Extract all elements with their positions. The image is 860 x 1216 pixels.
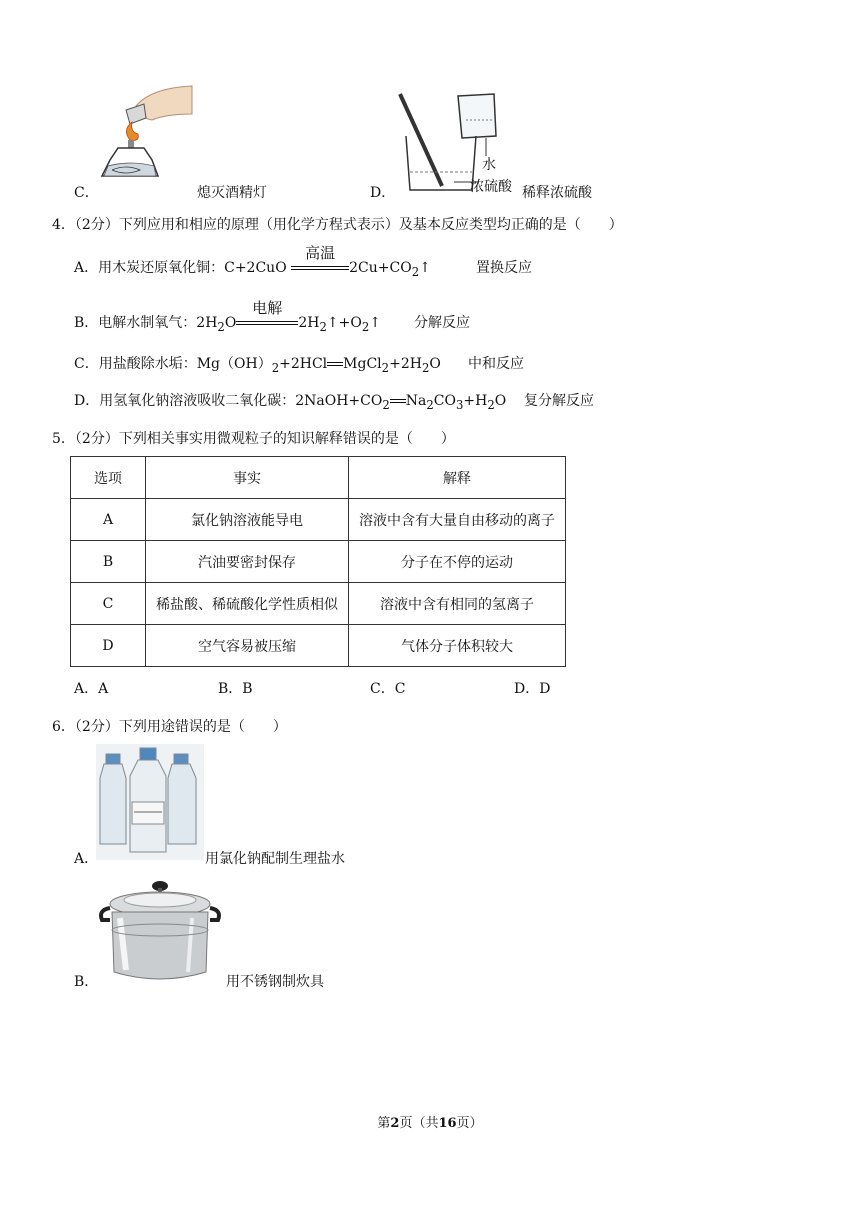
q4-d-sub4: 2 <box>487 397 495 412</box>
q3-option-d-caption: 稀释浓硫酸 <box>522 185 592 201</box>
table-cell: 分子在不停的运动 <box>349 541 566 583</box>
table-cell: C <box>71 583 146 625</box>
steamer-pot-image <box>96 878 226 988</box>
q5-option-b[interactable]: B．B <box>218 681 253 697</box>
q4-c-equals-sign <box>327 362 343 366</box>
q6-option-a-caption[interactable]: 用氯化钠配制生理盐水 <box>205 851 345 867</box>
table-cell: 气体分子体积较大 <box>349 625 566 667</box>
footer-post: 页） <box>456 1116 483 1131</box>
q3-option-c-label: C． <box>74 185 99 201</box>
q4-d-sub3: 3 <box>456 397 464 412</box>
table-header-cell: 解释 <box>349 457 566 499</box>
page-number <box>0 1112 860 1131</box>
q4-d-text4: CO <box>433 393 456 409</box>
q4-b-mid: ↑+O <box>326 315 362 331</box>
table-cell: 溶液中含有相同的氢离子 <box>349 583 566 625</box>
q4-d-sub1: 2 <box>382 397 390 412</box>
q4-option-c[interactable] <box>74 353 441 375</box>
q6-stem: 6．（2分）下列用途错误的是（ ） <box>52 719 287 735</box>
q4-c-text3: MgCl <box>343 356 382 372</box>
footer-page: 2 <box>390 1116 400 1131</box>
q4-b-product: 2H <box>298 315 320 331</box>
q4-option-d[interactable] <box>74 390 506 412</box>
q4-option-a[interactable] <box>74 244 431 279</box>
q4-option-b[interactable] <box>74 299 381 334</box>
q5-table <box>70 456 566 667</box>
q4-b-sub1: 2 <box>217 319 225 334</box>
q4-d-text6: O <box>494 393 507 409</box>
q6-option-a-label: A． <box>74 851 99 867</box>
q4-b-prefix: B．电解水制氧气：2H <box>74 315 218 331</box>
table-row <box>71 541 566 583</box>
q4-d-text3: Na <box>405 393 427 409</box>
q4-b-condition: 电解 <box>252 299 283 317</box>
q4-d-type: 复分解反应 <box>524 393 594 409</box>
table-cell: A <box>71 499 146 541</box>
q4-a-sub: 2 <box>411 264 420 279</box>
q4-c-sub1: 2 <box>271 360 280 375</box>
table-cell: D <box>71 625 146 667</box>
q4-a-type: 置换反应 <box>476 260 532 276</box>
q5-stem: 5．（2分）下列相关事实用微观粒子的知识解释错误的是（ ） <box>52 431 455 447</box>
q5-option-a[interactable]: A．A <box>74 681 109 697</box>
q4-d-text1: D．用氢氧化钠溶液吸收二氧化碳：2NaOH+CO <box>74 393 383 409</box>
table-cell: 空气容易被压缩 <box>146 625 349 667</box>
table-cell: 溶液中含有大量自由移动的离子 <box>349 499 566 541</box>
q4-c-text2: +2HCl <box>279 356 328 372</box>
q4-a-condition: 高温 <box>305 244 336 262</box>
q4-b-sub3: 2 <box>361 319 370 334</box>
saline-bottles-image <box>96 744 204 860</box>
q4-stem: 4．（2分）下列应用和相应的原理（用化学方程式表示）及基本反应类型均正确的是（ ） <box>52 217 623 233</box>
q4-c-text4: +2H <box>389 356 422 372</box>
q3-option-c-caption: 熄灭酒精灯 <box>197 185 267 201</box>
q5-option-d[interactable]: D．D <box>514 681 551 697</box>
q5-option-c[interactable]: C．C <box>370 681 406 697</box>
table-header-cell: 选项 <box>71 457 146 499</box>
q6-option-b-caption[interactable]: 用不锈钢制炊具 <box>226 974 324 990</box>
q4-b-type: 分解反应 <box>414 315 470 331</box>
q4-d-sub2: 2 <box>426 397 434 412</box>
q4-b-arrow: ↑ <box>369 315 381 331</box>
q4-a-product: 2Cu+CO <box>349 260 412 276</box>
table-cell: 氯化钠溶液能导电 <box>146 499 349 541</box>
table-row <box>71 583 566 625</box>
extinguish-alcohol-lamp-image <box>96 84 196 184</box>
q4-c-sub2: 2 <box>381 360 390 375</box>
q4-b-sub2: 2 <box>319 319 327 334</box>
q3-option-d-label: D． <box>370 185 396 201</box>
footer-mid: 页（共 <box>399 1116 439 1131</box>
q4-a-equals-sign <box>291 244 349 276</box>
table-cell: 稀盐酸、稀硫酸化学性质相似 <box>146 583 349 625</box>
footer-total: 16 <box>438 1116 457 1131</box>
q4-c-type: 中和反应 <box>468 356 524 372</box>
q4-a-prefix: A．用木炭还原氧化铜：C+2CuO <box>74 260 292 276</box>
table-header-cell: 事实 <box>146 457 349 499</box>
q4-c-sub3: 2 <box>421 360 430 375</box>
q4-a-arrow: ↑ <box>419 260 431 276</box>
table-header-row <box>71 457 566 499</box>
q3-water-label: 水 <box>482 157 496 173</box>
q6-option-b-label: B． <box>74 974 99 990</box>
q4-c-text1: C．用盐酸除水垢：Mg（OH） <box>74 356 272 372</box>
table-row <box>71 625 566 667</box>
table-cell: 汽油要密封保存 <box>146 541 349 583</box>
q3-acid-label: 浓硫酸 <box>470 179 512 195</box>
q4-b-o: O <box>224 315 237 331</box>
q4-b-equals-sign <box>236 299 298 331</box>
q4-d-equals-sign <box>390 399 406 403</box>
footer-pre: 第 <box>377 1116 391 1131</box>
table-cell: B <box>71 541 146 583</box>
table-row <box>71 499 566 541</box>
q4-d-text5: +H <box>463 393 488 409</box>
q4-c-text5: O <box>429 356 441 372</box>
